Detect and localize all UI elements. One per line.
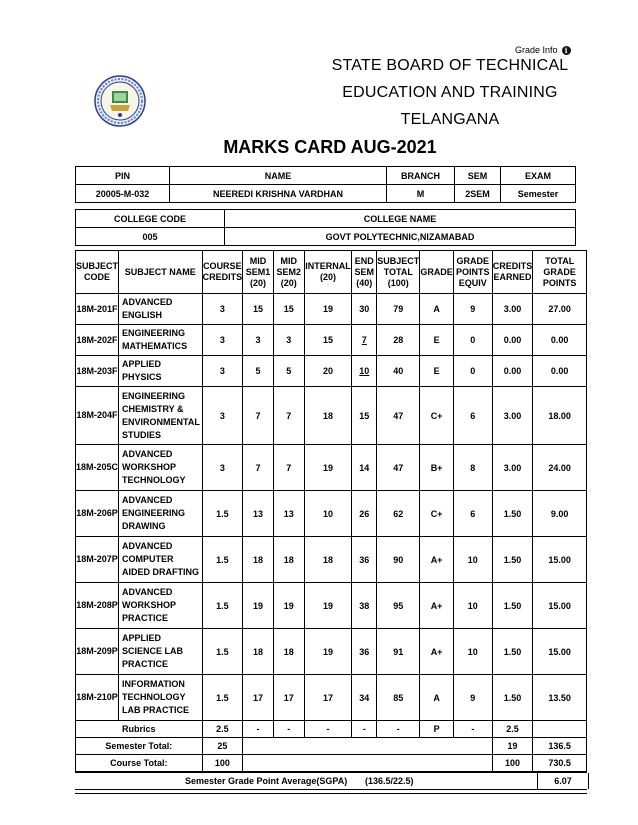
mid-sem2-cell: 18 (273, 537, 304, 583)
credits-earned-cell: 0.00 (492, 325, 533, 356)
sem-header: SEM (455, 167, 501, 185)
subject-name-cell: ENGINEERING MATHEMATICS (119, 325, 203, 356)
end-sem-cell: 26 (352, 491, 377, 537)
sgpa-fraction: (136.5/22.5) (365, 776, 414, 786)
info-icon[interactable]: i (562, 46, 571, 55)
subject-code-cell: 18M-202F (76, 325, 119, 356)
credits-earned-cell: 1.50 (492, 675, 533, 721)
end-sem-cell: 34 (352, 675, 377, 721)
subject-name-cell: APPLIED PHYSICS (119, 356, 203, 387)
course-total-blank (243, 755, 493, 772)
table-row (76, 675, 587, 721)
subject-name-cell: ADVANCED ENGINEERING DRAWING (119, 491, 203, 537)
end-sem-cell: 36 (352, 629, 377, 675)
total-grade-points-cell: 15.00 (533, 537, 587, 583)
subject-name-cell: ADVANCED ENGLISH (119, 294, 203, 325)
rubrics-mid2: - (273, 721, 304, 738)
sem-value: 2SEM (455, 185, 501, 203)
rubrics-grade: P (420, 721, 454, 738)
college-code-value: 005 (76, 228, 225, 246)
course-credits-cell: 1.5 (202, 675, 243, 721)
total-grade-points-cell: 15.00 (533, 629, 587, 675)
table-row (76, 387, 587, 445)
credits-earned-cell: 1.50 (492, 491, 533, 537)
college-name-value: GOVT POLYTECHNIC,NIZAMABAD (225, 228, 576, 246)
grade-points-cell: 0 (453, 325, 492, 356)
grade-points-cell: 8 (453, 445, 492, 491)
subject-code-cell: 18M-206P (76, 491, 119, 537)
total-grade-points-cell: 27.00 (533, 294, 587, 325)
col-total-grade-points: TOTAL GRADE POINTS (533, 251, 587, 294)
internal-cell: 17 (304, 675, 352, 721)
internal-cell: 20 (304, 356, 352, 387)
internal-cell: 19 (304, 583, 352, 629)
subject-code-cell: 18M-208P (76, 583, 119, 629)
course-credits-cell: 3 (202, 294, 243, 325)
col-subject-total: SUBJECT TOTAL (100) (377, 251, 420, 294)
grade-cell: A+ (420, 629, 454, 675)
end-sem-cell: 7 (352, 325, 377, 356)
credits-earned-cell: 1.50 (492, 537, 533, 583)
board-line-2: EDUCATION AND TRAINING (342, 84, 558, 101)
mid-sem1-cell: 7 (243, 387, 274, 445)
mid-sem1-cell: 7 (243, 445, 274, 491)
college-name-header: COLLEGE NAME (225, 210, 576, 228)
grade-cell: B+ (420, 445, 454, 491)
course-total-credits: 100 (202, 755, 243, 772)
marks-card-title: MARKS CARD AUG-2021 (223, 137, 437, 157)
exam-value: Semester (501, 185, 576, 203)
subject-total-cell: 40 (377, 356, 420, 387)
student-info-table (75, 166, 576, 203)
subject-total-cell: 47 (377, 387, 420, 445)
subject-code-cell: 18M-204F (76, 387, 119, 445)
total-grade-points-cell: 0.00 (533, 356, 587, 387)
subject-name-cell: ADVANCED WORKSHOP TECHNOLOGY (119, 445, 203, 491)
table-row (76, 491, 587, 537)
table-row (76, 294, 587, 325)
subject-total-cell: 91 (377, 629, 420, 675)
grade-info-label: Grade Info (515, 45, 558, 55)
subject-code-cell: 18M-205C (76, 445, 119, 491)
subject-total-cell: 85 (377, 675, 420, 721)
mid-sem2-cell: 17 (273, 675, 304, 721)
end-sem-cell: 14 (352, 445, 377, 491)
semester-total-blank (243, 738, 493, 755)
course-credits-cell: 1.5 (202, 583, 243, 629)
internal-cell: 10 (304, 491, 352, 537)
rubrics-end: - (352, 721, 377, 738)
end-sem-cell: 38 (352, 583, 377, 629)
semester-total-tgp: 136.5 (533, 738, 587, 755)
mid-sem2-cell: 15 (273, 294, 304, 325)
table-row (76, 583, 587, 629)
semester-total-credits: 25 (202, 738, 243, 755)
end-sem-cell: 15 (352, 387, 377, 445)
col-subject-code: SUBJECT CODE (76, 251, 119, 294)
rubrics-credits: 2.5 (202, 721, 243, 738)
subject-rows (76, 294, 587, 721)
mid-sem2-cell: 18 (273, 629, 304, 675)
col-mid-sem2: MID SEM2 (20) (273, 251, 304, 294)
rubrics-mid1: - (243, 721, 274, 738)
end-sem-cell: 36 (352, 537, 377, 583)
rubrics-tgp (533, 721, 587, 738)
col-mid-sem1: MID SEM1 (20) (243, 251, 274, 294)
mid-sem1-cell: 15 (243, 294, 274, 325)
rubrics-gp: - (453, 721, 492, 738)
grade-cell: A+ (420, 583, 454, 629)
course-credits-cell: 3 (202, 356, 243, 387)
col-end-sem: END SEM (40) (352, 251, 377, 294)
table-row (76, 325, 587, 356)
course-total-label: Course Total: (76, 755, 203, 772)
subject-total-cell: 79 (377, 294, 420, 325)
marks-header-row (76, 251, 587, 294)
total-grade-points-cell: 18.00 (533, 387, 587, 445)
sbtet-logo (94, 75, 146, 127)
marks-table (75, 250, 587, 772)
subject-total-cell: 90 (377, 537, 420, 583)
subject-name-cell: ADVANCED COMPUTER AIDED DRAFTING (119, 537, 203, 583)
col-grade-points: GRADE POINTS EQUIV (453, 251, 492, 294)
mid-sem2-cell: 7 (273, 445, 304, 491)
grade-cell: C+ (420, 387, 454, 445)
subject-name-cell: APPLIED SCIENCE LAB PRACTICE (119, 629, 203, 675)
credits-earned-cell: 1.50 (492, 583, 533, 629)
mid-sem1-cell: 18 (243, 629, 274, 675)
subject-name-cell: INFORMATION TECHNOLOGY LAB PRACTICE (119, 675, 203, 721)
mid-sem2-cell: 13 (273, 491, 304, 537)
grade-cell: E (420, 356, 454, 387)
end-sem-cell: 10 (352, 356, 377, 387)
subject-name-cell: ENGINEERING CHEMISTRY & ENVIRONMENTAL STUDIES (119, 387, 203, 445)
semester-total-row (76, 738, 587, 755)
subject-total-cell: 62 (377, 491, 420, 537)
credits-earned-cell: 3.00 (492, 445, 533, 491)
grade-cell: A (420, 294, 454, 325)
college-code-header: COLLEGE CODE (76, 210, 225, 228)
semester-total-earned: 19 (492, 738, 533, 755)
subject-code-cell: 18M-209P (76, 629, 119, 675)
total-grade-points-cell: 0.00 (533, 325, 587, 356)
total-grade-points-cell: 9.00 (533, 491, 587, 537)
name-header: NAME (170, 167, 387, 185)
branch-value: M (387, 185, 455, 203)
subject-code-cell: 18M-210P (76, 675, 119, 721)
grade-points-cell: 0 (453, 356, 492, 387)
internal-cell: 19 (304, 445, 352, 491)
mid-sem1-cell: 19 (243, 583, 274, 629)
course-credits-cell: 1.5 (202, 537, 243, 583)
table-row (76, 445, 587, 491)
col-internal: INTERNAL (20) (304, 251, 352, 294)
col-credits-earned: CREDITS EARNED (492, 251, 533, 294)
grade-cell: A+ (420, 537, 454, 583)
branch-header: BRANCH (387, 167, 455, 185)
rubrics-internal: - (304, 721, 352, 738)
internal-cell: 18 (304, 387, 352, 445)
sgpa-label: Semester Grade Point Average(SGPA) (185, 776, 348, 786)
mid-sem2-cell: 5 (273, 356, 304, 387)
credits-earned-cell: 3.00 (492, 387, 533, 445)
exam-header: EXAM (501, 167, 576, 185)
course-total-tgp: 730.5 (533, 755, 587, 772)
rubrics-label: Rubrics (76, 721, 203, 738)
bottom-divider (75, 793, 587, 794)
internal-cell: 15 (304, 325, 352, 356)
rubrics-earned: 2.5 (492, 721, 533, 738)
mid-sem2-cell: 19 (273, 583, 304, 629)
mid-sem1-cell: 18 (243, 537, 274, 583)
board-heading (330, 52, 570, 133)
subject-total-cell: 47 (377, 445, 420, 491)
course-total-row (76, 755, 587, 772)
college-info-table (75, 209, 576, 246)
credits-earned-cell: 1.50 (492, 629, 533, 675)
mid-sem1-cell: 13 (243, 491, 274, 537)
grade-points-cell: 9 (453, 294, 492, 325)
semester-total-label: Semester Total: (76, 738, 203, 755)
subject-total-cell: 95 (377, 583, 420, 629)
subject-total-cell: 28 (377, 325, 420, 356)
mid-sem2-cell: 7 (273, 387, 304, 445)
table-row (76, 537, 587, 583)
subject-code-cell: 18M-207P (76, 537, 119, 583)
total-grade-points-cell: 15.00 (533, 583, 587, 629)
subject-code-cell: 18M-203F (76, 356, 119, 387)
course-credits-cell: 3 (202, 445, 243, 491)
credits-earned-cell: 0.00 (492, 356, 533, 387)
col-grade: GRADE (420, 251, 454, 294)
col-subject-name: SUBJECT NAME (119, 251, 203, 294)
subject-code-cell: 18M-201F (76, 294, 119, 325)
table-row (76, 629, 587, 675)
grade-points-cell: 10 (453, 629, 492, 675)
pin-header: PIN (76, 167, 170, 185)
course-credits-cell: 1.5 (202, 629, 243, 675)
rubrics-total: - (377, 721, 420, 738)
rubrics-row (76, 721, 587, 738)
total-grade-points-cell: 24.00 (533, 445, 587, 491)
internal-cell: 19 (304, 294, 352, 325)
board-line-3: TELANGANA (400, 111, 500, 128)
table-row (76, 356, 587, 387)
grade-points-cell: 10 (453, 537, 492, 583)
sgpa-value: 6.07 (537, 773, 589, 789)
mid-sem1-cell: 5 (243, 356, 274, 387)
board-line-1: STATE BOARD OF TECHNICAL (331, 57, 569, 74)
mid-sem1-cell: 3 (243, 325, 274, 356)
course-credits-cell: 3 (202, 325, 243, 356)
sgpa-row (75, 772, 587, 790)
grade-points-cell: 6 (453, 491, 492, 537)
col-course-credits: COURSE CREDITS (202, 251, 243, 294)
end-sem-cell: 30 (352, 294, 377, 325)
credits-earned-cell: 3.00 (492, 294, 533, 325)
grade-points-cell: 9 (453, 675, 492, 721)
name-value: NEEREDI KRISHNA VARDHAN (170, 185, 387, 203)
grade-points-cell: 10 (453, 583, 492, 629)
course-credits-cell: 3 (202, 387, 243, 445)
internal-cell: 19 (304, 629, 352, 675)
course-total-earned: 100 (492, 755, 533, 772)
pin-value: 20005-M-032 (76, 185, 170, 203)
mid-sem2-cell: 3 (273, 325, 304, 356)
subject-name-cell: ADVANCED WORKSHOP PRACTICE (119, 583, 203, 629)
total-grade-points-cell: 13.50 (533, 675, 587, 721)
grade-cell: A (420, 675, 454, 721)
grade-points-cell: 6 (453, 387, 492, 445)
grade-cell: E (420, 325, 454, 356)
grade-cell: C+ (420, 491, 454, 537)
mid-sem1-cell: 17 (243, 675, 274, 721)
course-credits-cell: 1.5 (202, 491, 243, 537)
internal-cell: 18 (304, 537, 352, 583)
